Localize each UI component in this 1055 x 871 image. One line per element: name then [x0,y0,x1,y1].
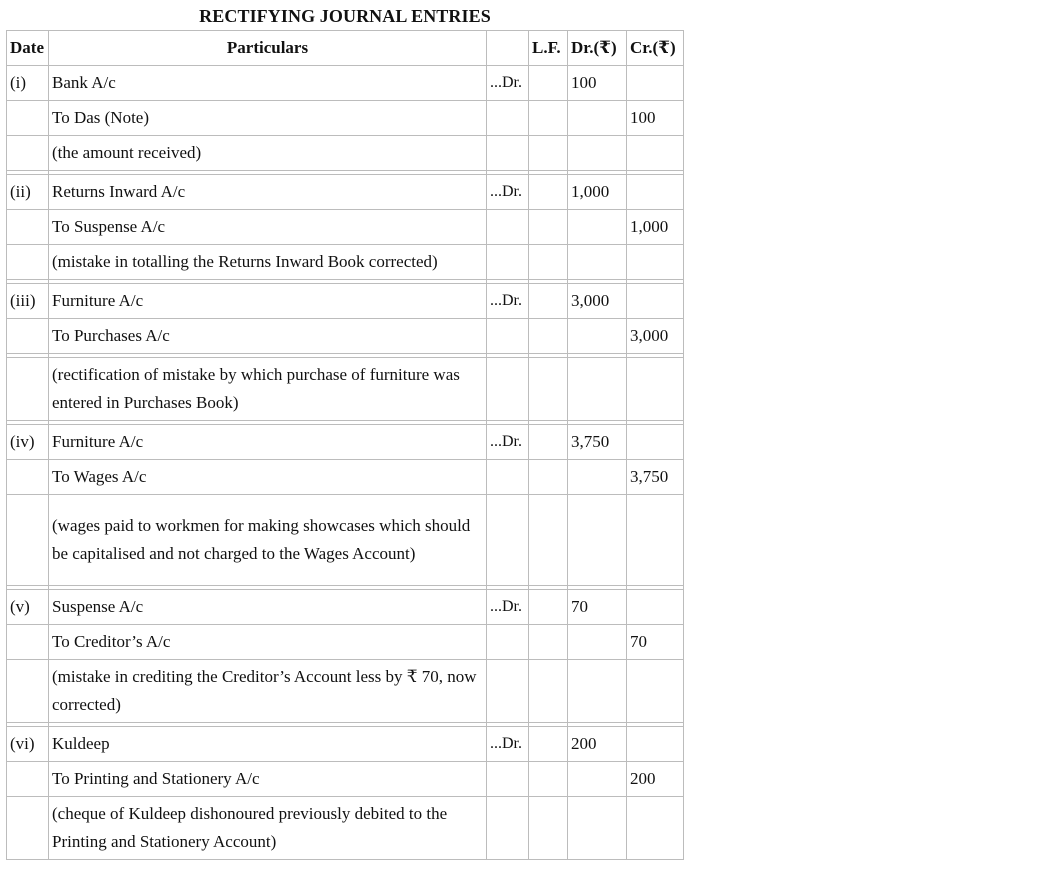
date-cell [7,358,49,421]
date-cell [7,762,49,797]
lf-cell [529,460,568,495]
credit-account: To Das (Note) [49,101,487,136]
entry-row-debit [7,727,684,762]
lf-cell [529,175,568,210]
credit-amount: 200 [627,762,684,797]
entry-label: (i) [7,66,49,101]
dr-mark: ...Dr. [487,175,529,210]
debit-cell [568,319,627,354]
credit-amount: 1,000 [627,210,684,245]
entry-row-debit [7,66,684,101]
entry-row-credit [7,762,684,797]
debit-cell [568,762,627,797]
lf-cell [529,797,568,860]
debit-amount: 70 [568,590,627,625]
debit-cell [568,136,627,171]
dr-mark: ...Dr. [487,284,529,319]
entry-label: (v) [7,590,49,625]
entry-row-debit [7,590,684,625]
entry-row-credit [7,101,684,136]
date-cell [7,319,49,354]
credit-cell [627,495,684,586]
date-cell [7,210,49,245]
narration: (cheque of Kuldeep dishonoured previously debited to the Printing and Stationery Account) [49,797,487,860]
credit-account: To Creditor’s A/c [49,625,487,660]
dr-cell [487,136,529,171]
entry-row-debit [7,175,684,210]
debit-cell [568,625,627,660]
lf-cell [529,358,568,421]
dr-cell [487,358,529,421]
debit-amount: 100 [568,66,627,101]
credit-amount: 3,750 [627,460,684,495]
narration: (mistake in totalling the Returns Inward Book corrected) [49,245,487,280]
entry-row-debit [7,425,684,460]
dr-cell [487,797,529,860]
dr-mark: ...Dr. [487,66,529,101]
entry-label: (ii) [7,175,49,210]
lf-cell [529,136,568,171]
lf-cell [529,625,568,660]
date-cell [7,460,49,495]
dr-cell [487,460,529,495]
date-cell [7,797,49,860]
date-cell [7,660,49,723]
debit-cell [568,245,627,280]
date-cell [7,136,49,171]
lf-cell [529,319,568,354]
debit-cell [568,660,627,723]
page-title: RECTIFYING JOURNAL ENTRIES [199,6,491,26]
dr-cell [487,625,529,660]
entry-label: (iv) [7,425,49,460]
entry-row-narration [7,358,684,421]
header-debit: Dr.(₹) [568,31,627,66]
debit-account: Furniture A/c [49,284,487,319]
debit-amount: 3,000 [568,284,627,319]
debit-cell [568,797,627,860]
lf-cell [529,66,568,101]
credit-cell [627,425,684,460]
date-cell [7,101,49,136]
credit-cell [627,797,684,860]
lf-cell [529,101,568,136]
dr-cell [487,660,529,723]
debit-account: Kuldeep [49,727,487,762]
credit-amount: 70 [627,625,684,660]
lf-cell [529,495,568,586]
debit-cell [568,101,627,136]
header-lf: L.F. [529,31,568,66]
debit-account: Furniture A/c [49,425,487,460]
header-dr-mark-column [487,31,529,66]
debit-account: Suspense A/c [49,590,487,625]
debit-amount: 200 [568,727,627,762]
credit-amount: 100 [627,101,684,136]
dr-cell [487,210,529,245]
entry-row-narration [7,245,684,280]
date-cell [7,625,49,660]
entry-row-credit [7,460,684,495]
journal-table [6,30,684,860]
header-credit: Cr.(₹) [627,31,684,66]
credit-cell [627,284,684,319]
debit-cell [568,210,627,245]
credit-cell [627,66,684,101]
entry-row-credit [7,319,684,354]
entry-label: (vi) [7,727,49,762]
header-row [7,31,684,66]
header-date: Date [7,31,49,66]
date-cell [7,495,49,586]
credit-account: To Printing and Stationery A/c [49,762,487,797]
entry-row-credit [7,210,684,245]
lf-cell [529,727,568,762]
lf-cell [529,245,568,280]
narration: (the amount received) [49,136,487,171]
lf-cell [529,590,568,625]
entry-row-narration [7,495,684,586]
credit-cell [627,175,684,210]
debit-account: Bank A/c [49,66,487,101]
narration: (rectification of mistake by which purchase of furniture was entered in Purchases Book) [49,358,487,421]
dr-cell [487,245,529,280]
entry-row-debit [7,284,684,319]
credit-cell [627,590,684,625]
debit-account: Returns Inward A/c [49,175,487,210]
debit-cell [568,495,627,586]
debit-cell [568,460,627,495]
debit-amount: 3,750 [568,425,627,460]
credit-cell [627,660,684,723]
dr-mark: ...Dr. [487,590,529,625]
narration: (wages paid to workmen for making showcases which should be capitalised and not charged to the Wages Account) [49,495,487,586]
lf-cell [529,762,568,797]
credit-account: To Purchases A/c [49,319,487,354]
credit-account: To Wages A/c [49,460,487,495]
lf-cell [529,210,568,245]
dr-cell [487,101,529,136]
dr-cell [487,495,529,586]
debit-amount: 1,000 [568,175,627,210]
credit-cell [627,245,684,280]
entry-row-narration [7,797,684,860]
entry-label: (iii) [7,284,49,319]
credit-account: To Suspense A/c [49,210,487,245]
dr-cell [487,762,529,797]
dr-mark: ...Dr. [487,425,529,460]
lf-cell [529,660,568,723]
entry-row-narration [7,660,684,723]
debit-cell [568,358,627,421]
header-particulars: Particulars [49,31,487,66]
dr-mark: ...Dr. [487,727,529,762]
credit-cell [627,358,684,421]
credit-cell [627,136,684,171]
narration: (mistake in crediting the Creditor’s Account less by ₹ 70, now corrected) [49,660,487,723]
credit-amount: 3,000 [627,319,684,354]
credit-cell [627,727,684,762]
lf-cell [529,284,568,319]
entry-row-narration [7,136,684,171]
entry-row-credit [7,625,684,660]
date-cell [7,245,49,280]
lf-cell [529,425,568,460]
dr-cell [487,319,529,354]
